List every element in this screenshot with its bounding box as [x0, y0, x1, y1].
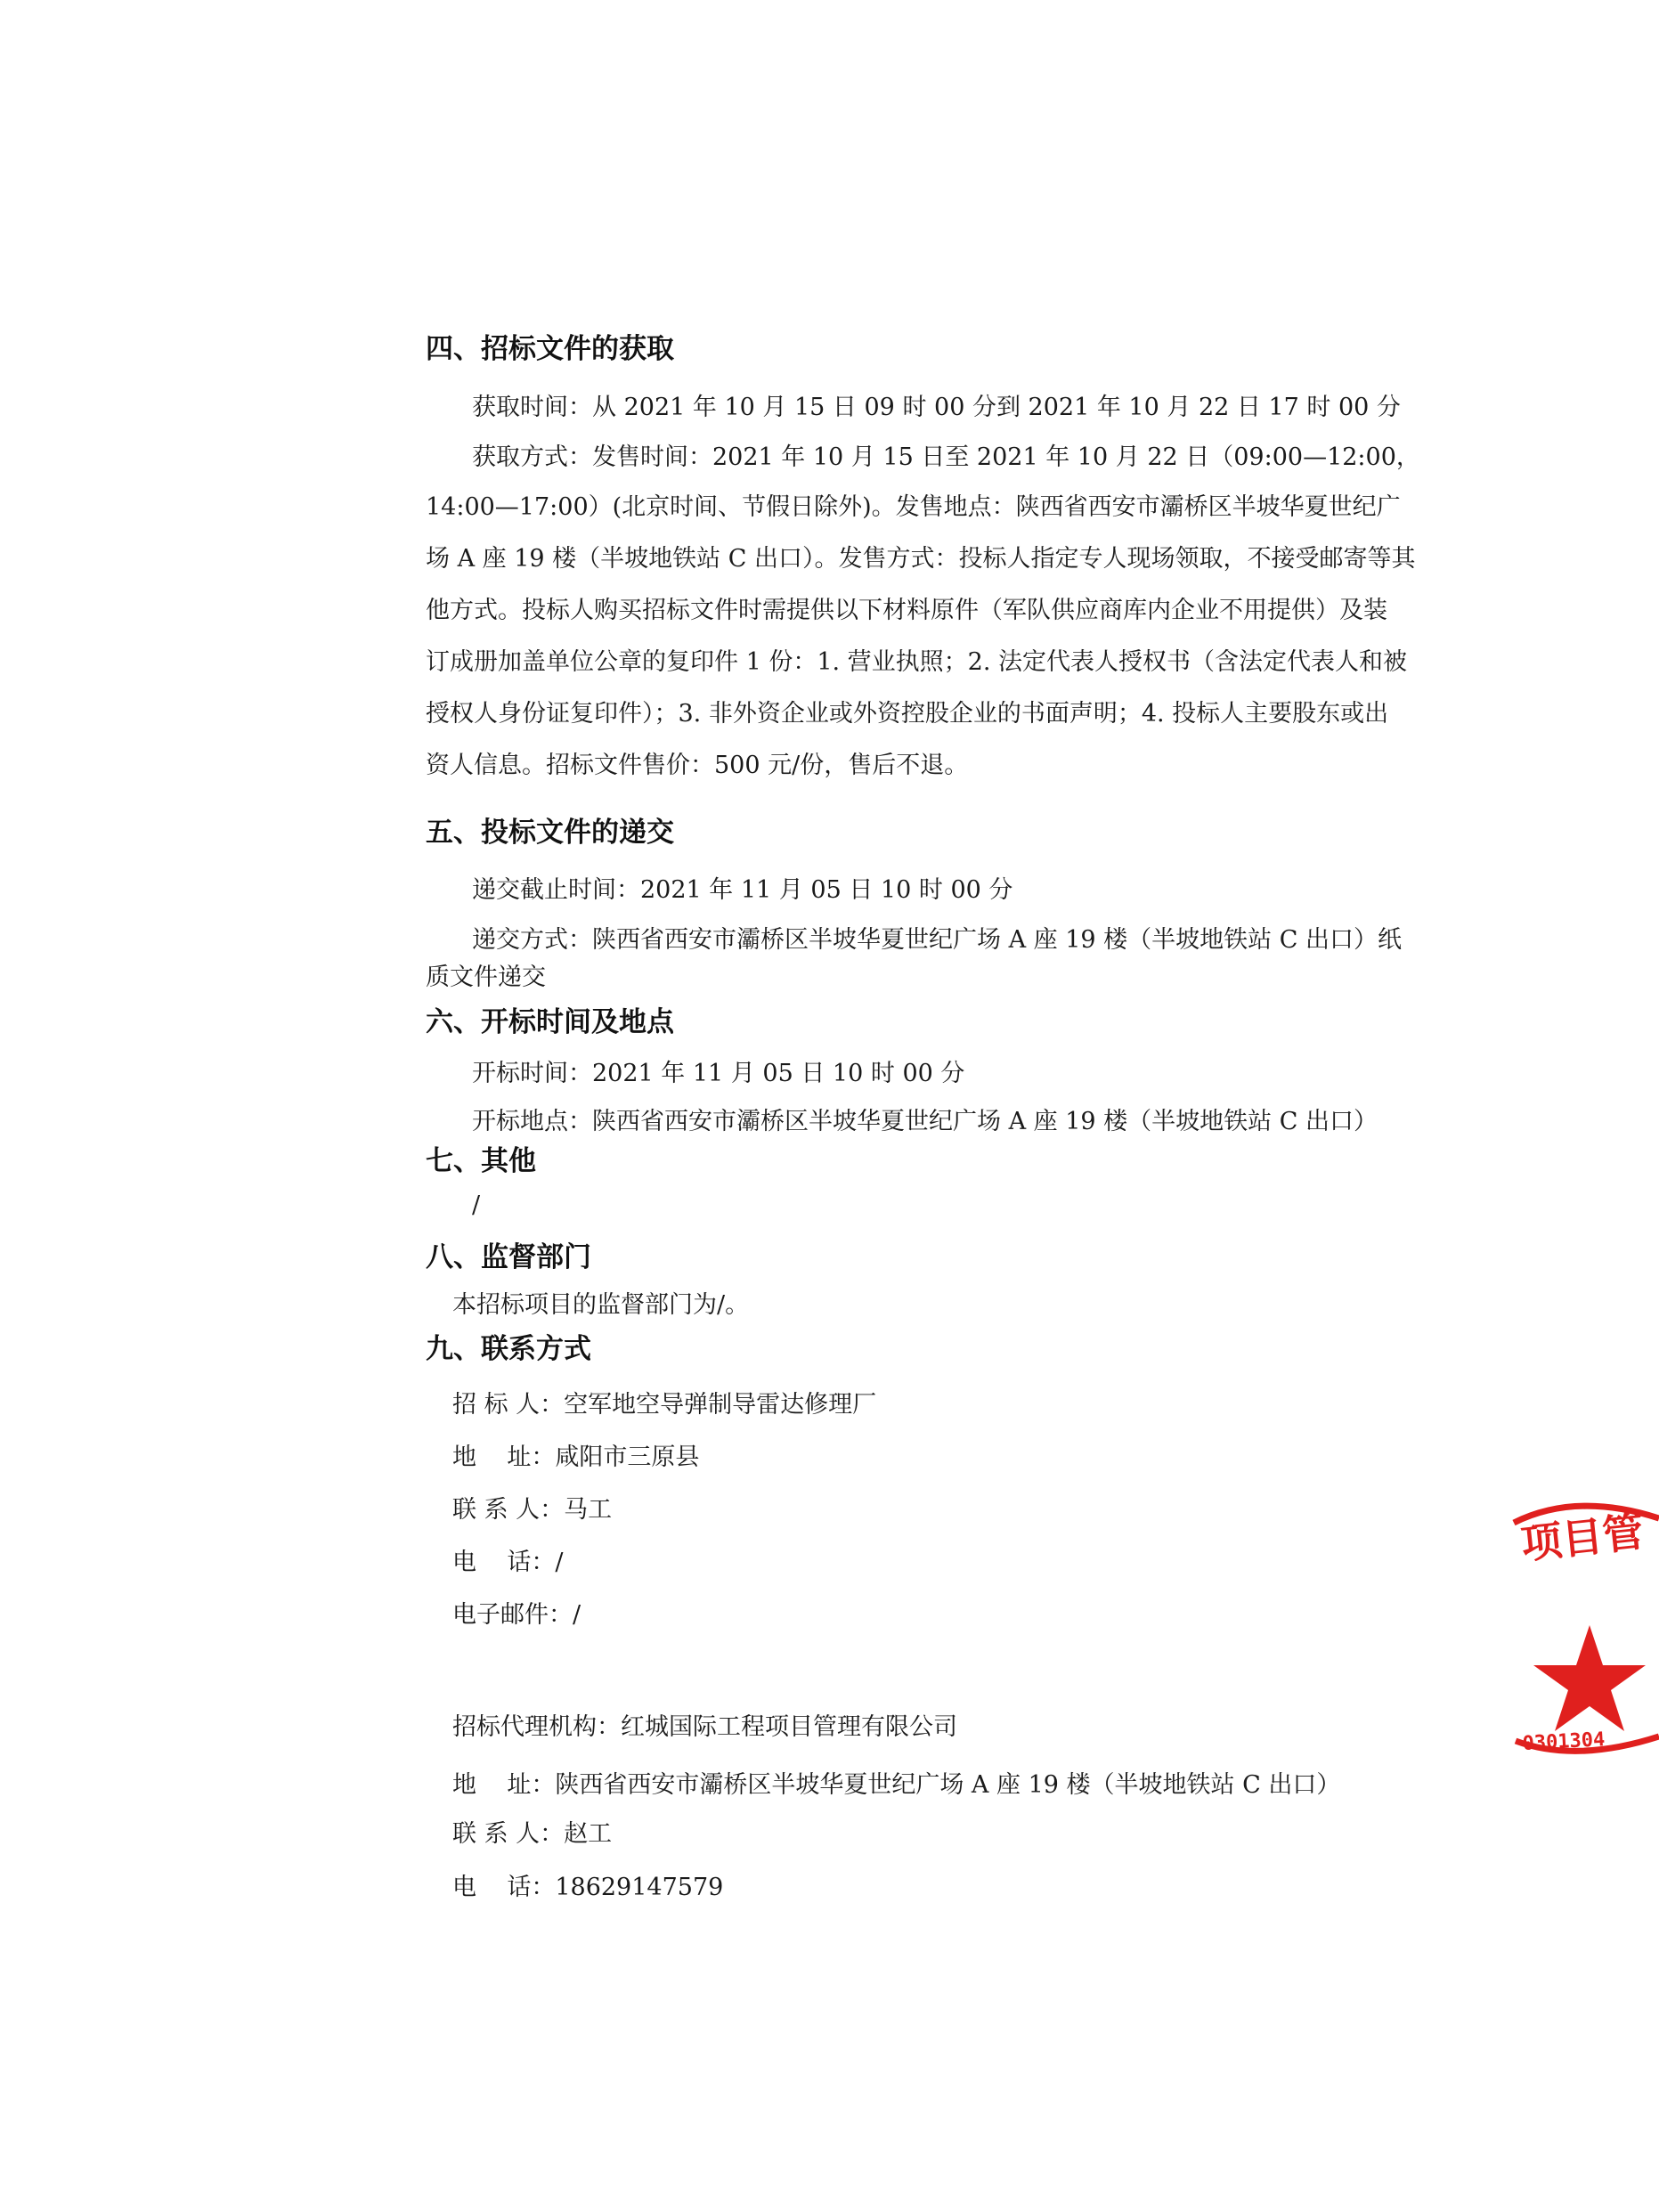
section-9-heading: 九、联系方式 — [426, 1333, 591, 1365]
tenderer-phone-row — [452, 1545, 563, 1581]
agency-address-value: 陕西省西安市灞桥区半坡华夏世纪广场 A 座 19 楼（半坡地铁站 C 出口） — [555, 1771, 1341, 1799]
seal-icon — [1505, 1496, 1659, 1799]
section-4-method-line-2: 14:00—17:00）(北京时间、节假日除外)。发售地点：陕西省西安市灞桥区半坡华夏世纪广 — [426, 493, 1401, 521]
tenderer-email-value: / — [573, 1601, 581, 1629]
agency-name-label: 招标代理机构： — [452, 1713, 621, 1741]
section-5-deadline: 递交截止时间：2021 年 11 月 05 日 10 时 00 分 — [472, 876, 1013, 904]
section-4-method-line-5: 订成册加盖单位公章的复印件 1 份：1. 营业执照；2. 法定代表人授权书（含法定代表人和被 — [426, 648, 1408, 676]
tenderer-name-value: 空军地空导弹制导雷达修理厂 — [564, 1391, 877, 1419]
tenderer-phone-value: / — [555, 1549, 564, 1576]
tenderer-email-label: 电子邮件： — [452, 1601, 573, 1629]
agency-name-row — [452, 1710, 957, 1745]
tenderer-name-row — [452, 1387, 876, 1423]
agency-contact-value: 赵工 — [564, 1820, 613, 1848]
agency-phone-label: 电 话： — [452, 1874, 556, 1901]
agency-phone-row — [452, 1870, 723, 1906]
section-4-time: 获取时间：从 2021 年 10 月 15 日 09 时 00 分到 2021 年 10 月 22 日 17 时 00 分 — [472, 394, 1401, 421]
tenderer-address-label: 地 址： — [452, 1443, 556, 1471]
tenderer-contact-label: 联 系 人： — [452, 1496, 565, 1524]
section-4-heading: 四、招标文件的获取 — [426, 333, 674, 365]
agency-contact-label: 联 系 人： — [452, 1820, 565, 1848]
section-8-content: 本招标项目的监督部门为/。 — [452, 1291, 750, 1319]
agency-phone-value: 18629147579 — [555, 1874, 724, 1901]
tenderer-address-row — [452, 1440, 699, 1476]
section-8-heading: 八、监督部门 — [426, 1241, 591, 1273]
section-7-content: / — [472, 1191, 481, 1219]
section-5-method-line-2: 质文件递交 — [426, 964, 546, 991]
section-5-heading: 五、投标文件的递交 — [426, 817, 674, 849]
section-4-method-line-3: 场 A 座 19 楼（半坡地铁站 C 出口）。发售方式：投标人指定专人现场领取，不接受邮寄等其 — [426, 545, 1416, 573]
svg-text:项目管: 项目管 — [1518, 1507, 1647, 1568]
section-7-heading: 七、其他 — [426, 1145, 536, 1177]
section-4-method-line-6: 授权人身份证复印件）；3. 非外资企业或外资控股企业的书面声明；4. 投标人主要股东或出 — [426, 700, 1389, 728]
section-4-method-line-4: 他方式。投标人购买招标文件时需提供以下材料原件（军队供应商库内企业不用提供）及装 — [426, 597, 1387, 624]
section-5-method-line-1: 递交方式：陕西省西安市灞桥区半坡华夏世纪广场 A 座 19 楼（半坡地铁站 C 出口）纸 — [472, 926, 1403, 954]
agency-address-row — [452, 1768, 1340, 1803]
tenderer-address-value: 咸阳市三原县 — [555, 1443, 700, 1471]
section-6-heading: 六、开标时间及地点 — [426, 1006, 674, 1038]
section-6-time: 开标时间：2021 年 11 月 05 日 10 时 00 分 — [472, 1060, 965, 1087]
tenderer-phone-label: 电 话： — [452, 1549, 556, 1576]
section-6-place: 开标地点：陕西省西安市灞桥区半坡华夏世纪广场 A 座 19 楼（半坡地铁站 C 出口） — [472, 1108, 1378, 1135]
tenderer-name-label: 招 标 人： — [452, 1391, 565, 1419]
section-4-method-line-1: 获取方式：发售时间：2021 年 10 月 15 日至 2021 年 10 月 22 日（09:00—12:00， — [472, 443, 1420, 471]
agency-name-value: 红城国际工程项目管理有限公司 — [621, 1713, 957, 1741]
svg-text:0301304: 0301304 — [1522, 1728, 1606, 1755]
tenderer-contact-value: 马工 — [564, 1496, 613, 1524]
agency-address-label: 地 址： — [452, 1771, 556, 1799]
section-4-method-line-7: 资人信息。招标文件售价：500 元/份，售后不退。 — [426, 752, 969, 779]
agency-contact-row — [452, 1817, 612, 1852]
tenderer-email-row — [452, 1598, 581, 1633]
official-seal — [1505, 1496, 1659, 1799]
tenderer-contact-row — [452, 1492, 612, 1528]
